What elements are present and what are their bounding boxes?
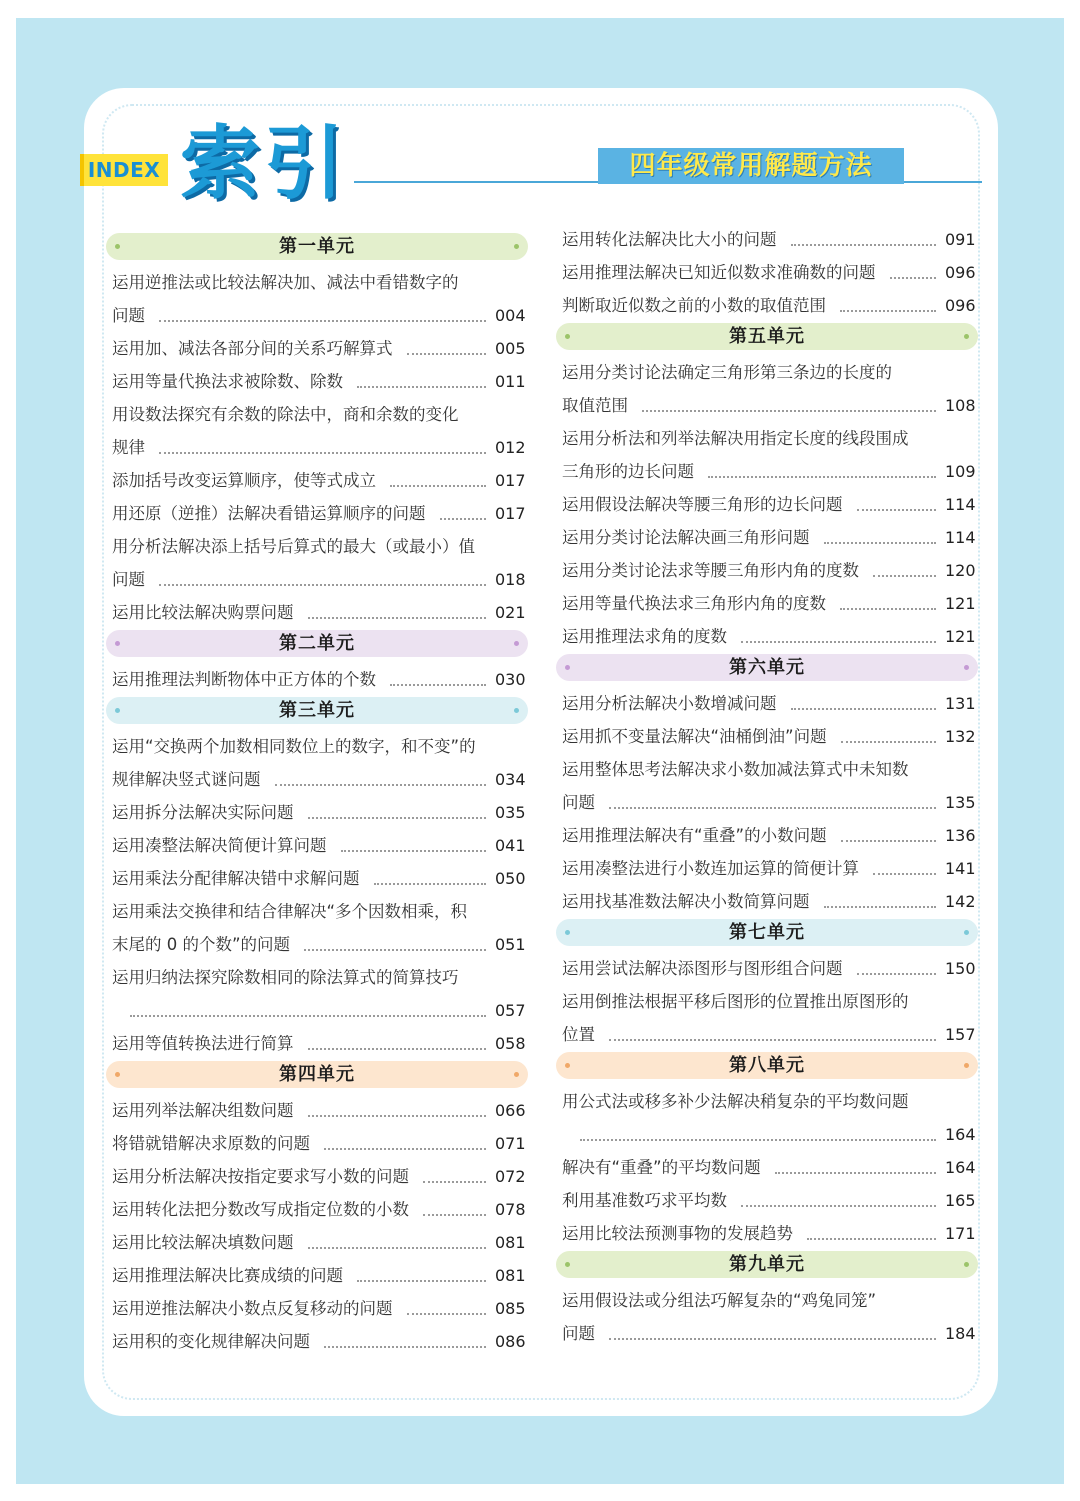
dot-leader	[341, 850, 487, 852]
dot-leader	[642, 410, 936, 412]
entry-title: 运用积的变化规律解决问题	[112, 1332, 310, 1351]
index-entry[interactable]	[112, 860, 524, 893]
entry-title: 运用尝试法解决添图形与图形组合问题	[562, 959, 843, 978]
index-entry-continued	[562, 983, 974, 1016]
unit-header	[106, 697, 528, 724]
dot-leader	[159, 452, 486, 454]
page-number: 011	[495, 372, 526, 391]
index-entry[interactable]	[562, 1116, 974, 1149]
page-number: 030	[495, 670, 526, 689]
index-entry[interactable]	[112, 297, 524, 330]
index-entry[interactable]	[112, 827, 524, 860]
dot-leader	[873, 575, 936, 577]
index-entry[interactable]	[562, 453, 974, 486]
page-number: 018	[495, 570, 526, 589]
unit-title: 第六单元	[729, 657, 805, 678]
entry-title: 运用推理法解决已知近似数求准确数的问题	[562, 263, 876, 282]
dot-leader	[423, 1214, 486, 1216]
index-entry[interactable]	[112, 495, 524, 528]
page-number: 136	[945, 826, 976, 845]
dot-leader	[824, 906, 937, 908]
page-number: 184	[945, 1324, 976, 1343]
unit-title: 第八单元	[729, 1055, 805, 1076]
dot-leader	[791, 244, 937, 246]
dot-leader	[390, 485, 486, 487]
page-number: 050	[495, 869, 526, 888]
unit-header	[556, 323, 978, 350]
unit-title: 第四单元	[279, 1064, 355, 1085]
unit-title: 第九单元	[729, 1254, 805, 1275]
index-entry-continued	[112, 728, 524, 761]
index-entry[interactable]	[562, 685, 974, 718]
entry-title: 运用推理法解决有“重叠”的小数问题	[562, 826, 827, 845]
entry-title: 利用基准数巧求平均数	[562, 1191, 727, 1210]
dot-leader	[308, 617, 487, 619]
unit-title: 第三单元	[279, 700, 355, 721]
index-entry[interactable]	[562, 552, 974, 585]
entry-title: 问题	[562, 1324, 595, 1343]
index-entry-continued	[112, 264, 524, 297]
entry-title: 运用凑整法解决简便计算问题	[112, 836, 327, 855]
entry-title: 用还原（逆推）法解决看错运算顺序的问题	[112, 504, 426, 523]
left-column	[112, 230, 524, 1356]
index-entry-continued	[562, 420, 974, 453]
index-entry[interactable]	[112, 462, 524, 495]
entry-title: 运用乘法交换律和结合律解决“多个因数相乘，积	[112, 902, 468, 921]
index-entry[interactable]	[112, 1092, 524, 1125]
page-number: 121	[945, 594, 976, 613]
dot-leader	[374, 883, 487, 885]
entry-title: 规律解决竖式谜问题	[112, 770, 261, 789]
dot-leader	[841, 741, 936, 743]
entry-title: 运用倒推法根据平移后图形的位置推出原图形的	[562, 992, 909, 1011]
dot-leader	[775, 1172, 936, 1174]
page-number: 004	[495, 306, 526, 325]
dot-leader	[580, 1139, 936, 1141]
entry-title: 运用分类讨论法确定三角形第三条边的长度的	[562, 363, 892, 382]
page-number: 078	[495, 1200, 526, 1219]
index-entry[interactable]	[112, 1224, 524, 1257]
page-number: 066	[495, 1101, 526, 1120]
entry-title: 判断取近似数之前的小数的取值范围	[562, 296, 826, 315]
entry-title: 运用加、减法各部分间的关系巧解算式	[112, 339, 393, 358]
page-number: 081	[495, 1233, 526, 1252]
index-entry[interactable]	[112, 761, 524, 794]
page-number: 096	[945, 296, 976, 315]
entry-title: 运用比较法预测事物的发展趋势	[562, 1224, 793, 1243]
dot-leader	[130, 1015, 486, 1017]
page-number: 165	[945, 1191, 976, 1210]
page-number: 108	[945, 396, 976, 415]
unit-title: 第二单元	[279, 633, 355, 654]
page-number: 081	[495, 1266, 526, 1285]
page-number: 041	[495, 836, 526, 855]
entry-title: 运用分析法解决按指定要求写小数的问题	[112, 1167, 409, 1186]
entry-title: 运用“交换两个加数相同数位上的数字，和不变”的	[112, 737, 476, 756]
page-number: 017	[495, 504, 526, 523]
index-entry[interactable]	[562, 387, 974, 420]
page-number: 085	[495, 1299, 526, 1318]
index-entry[interactable]	[112, 1191, 524, 1224]
entry-title: 问题	[562, 793, 595, 812]
index-entry[interactable]	[112, 1257, 524, 1290]
index-entry-continued	[112, 893, 524, 926]
entry-title: 运用分析法和列举法解决用指定长度的线段围成	[562, 429, 909, 448]
dot-leader	[840, 608, 936, 610]
entry-title: 运用拆分法解决实际问题	[112, 803, 294, 822]
entry-title: 运用推理法求角的度数	[562, 627, 727, 646]
dot-leader	[357, 1280, 486, 1282]
entry-title: 运用乘法分配律解决错中求解问题	[112, 869, 360, 888]
index-entry[interactable]	[112, 1323, 524, 1356]
entry-title: 规律	[112, 438, 145, 457]
page-number: 051	[495, 935, 526, 954]
index-entry[interactable]	[112, 1158, 524, 1191]
dot-leader	[609, 1338, 936, 1340]
entry-title: 用分析法解决添上括号后算式的最大（或最小）值	[112, 537, 475, 556]
page-number: 114	[945, 528, 976, 547]
index-entry[interactable]	[112, 363, 524, 396]
index-entry-continued	[562, 354, 974, 387]
index-entry[interactable]	[562, 618, 974, 651]
entry-title: 运用凑整法进行小数连加运算的简便计算	[562, 859, 859, 878]
entry-title: 运用假设法或分组法巧解复杂的“鸡兔同笼”	[562, 1291, 877, 1310]
entry-title: 运用推理法判断物体中正方体的个数	[112, 670, 376, 689]
entry-title: 解决有“重叠”的平均数问题	[562, 1158, 761, 1177]
page-number: 171	[945, 1224, 976, 1243]
index-entry-continued	[562, 1083, 974, 1116]
unit-header	[106, 1061, 528, 1088]
index-entry[interactable]	[562, 1182, 974, 1215]
dot-leader	[440, 518, 487, 520]
entry-title: 用公式法或移多补少法解决稍复杂的平均数问题	[562, 1092, 909, 1111]
entry-title: 运用分类讨论法求等腰三角形内角的度数	[562, 561, 859, 580]
index-entry[interactable]	[562, 1149, 974, 1182]
index-entry[interactable]	[112, 1025, 524, 1058]
page-number: 035	[495, 803, 526, 822]
page-number: 091	[945, 230, 976, 249]
page-number: 142	[945, 892, 976, 911]
dot-leader	[390, 684, 486, 686]
dot-leader	[308, 817, 487, 819]
page-number: 096	[945, 263, 976, 282]
page-number: 131	[945, 694, 976, 713]
right-column	[562, 221, 974, 1348]
index-entry[interactable]	[562, 883, 974, 916]
dot-leader	[807, 1238, 936, 1240]
dot-leader	[159, 320, 486, 322]
dot-leader	[324, 1148, 486, 1150]
page-number: 150	[945, 959, 976, 978]
unit-header	[106, 233, 528, 260]
page-number: 141	[945, 859, 976, 878]
entry-title: 末尾的 0 的个数”的问题	[112, 935, 291, 954]
page-number: 072	[495, 1167, 526, 1186]
dot-leader	[324, 1346, 486, 1348]
index-entry[interactable]	[562, 1215, 974, 1248]
page-number: 021	[495, 603, 526, 622]
entry-title: 将错就错解决求原数的问题	[112, 1134, 310, 1153]
dot-leader	[824, 542, 937, 544]
index-entry[interactable]	[562, 950, 974, 983]
page-number: 057	[495, 1001, 526, 1020]
index-entry-continued	[112, 396, 524, 429]
index-entry[interactable]	[562, 486, 974, 519]
entry-title: 取值范围	[562, 396, 628, 415]
index-entry[interactable]	[112, 1125, 524, 1158]
unit-title: 第五单元	[729, 326, 805, 347]
index-entry[interactable]	[112, 661, 524, 694]
index-entry[interactable]	[562, 287, 974, 320]
index-entry[interactable]	[562, 817, 974, 850]
dot-leader	[841, 840, 936, 842]
entry-title: 运用逆推法或比较法解决加、减法中看错数字的	[112, 273, 459, 292]
entry-title: 运用等值转换法进行简算	[112, 1034, 294, 1053]
index-entry[interactable]	[562, 850, 974, 883]
entry-title: 运用等量代换法求三角形内角的度数	[562, 594, 826, 613]
unit-header	[556, 1052, 978, 1079]
page-number: 058	[495, 1034, 526, 1053]
entry-title: 位置	[562, 1025, 595, 1044]
page-number: 017	[495, 471, 526, 490]
page-title: 索引	[180, 117, 348, 210]
page-number: 005	[495, 339, 526, 358]
dot-leader	[857, 973, 937, 975]
index-entry-continued	[112, 959, 524, 992]
entry-title: 运用逆推法解决小数点反复移动的问题	[112, 1299, 393, 1318]
entry-title: 运用分类讨论法解决画三角形问题	[562, 528, 810, 547]
page-number: 121	[945, 627, 976, 646]
page-number: 164	[945, 1125, 976, 1144]
entry-title: 运用归纳法探究除数相同的除法算式的简算技巧	[112, 968, 459, 987]
page-number: 157	[945, 1025, 976, 1044]
entry-title: 运用抓不变量法解决“油桶倒油”问题	[562, 727, 827, 746]
index-entry[interactable]	[562, 585, 974, 618]
entry-title: 问题	[112, 570, 145, 589]
index-entry[interactable]	[112, 330, 524, 363]
dot-leader	[357, 386, 486, 388]
unit-title: 第一单元	[279, 236, 355, 257]
index-entry[interactable]	[562, 221, 974, 254]
dot-leader	[308, 1048, 487, 1050]
entry-title: 运用找基准数法解决小数简算问题	[562, 892, 810, 911]
dot-leader	[308, 1247, 487, 1249]
index-tag: INDEX	[80, 154, 168, 186]
dot-leader	[741, 1205, 936, 1207]
index-entry[interactable]	[562, 718, 974, 751]
dot-leader	[708, 476, 936, 478]
unit-header	[106, 630, 528, 657]
index-entry[interactable]	[562, 254, 974, 287]
page-number: 135	[945, 793, 976, 812]
page-number: 109	[945, 462, 976, 481]
index-entry[interactable]	[562, 1315, 974, 1348]
entry-title: 运用分析法解决小数增减问题	[562, 694, 777, 713]
dot-leader	[890, 277, 937, 279]
dot-leader	[275, 784, 487, 786]
index-entry[interactable]	[112, 1290, 524, 1323]
index-entry-continued	[562, 751, 974, 784]
index-entry[interactable]	[112, 926, 524, 959]
index-entry[interactable]	[112, 794, 524, 827]
entry-title: 运用列举法解决组数问题	[112, 1101, 294, 1120]
entry-title: 添加括号改变运算顺序，使等式成立	[112, 471, 376, 490]
dot-leader	[304, 949, 486, 951]
index-entry[interactable]	[112, 992, 524, 1025]
dot-leader	[741, 641, 936, 643]
page-number: 034	[495, 770, 526, 789]
entry-title: 运用比较法解决购票问题	[112, 603, 294, 622]
page-number: 086	[495, 1332, 526, 1351]
index-entry[interactable]	[112, 429, 524, 462]
entry-title: 用设数法探究有余数的除法中，商和余数的变化	[112, 405, 459, 424]
page-number: 120	[945, 561, 976, 580]
index-entry[interactable]	[562, 784, 974, 817]
page-number: 012	[495, 438, 526, 457]
page-number: 164	[945, 1158, 976, 1177]
index-entry[interactable]	[112, 561, 524, 594]
entry-title: 三角形的边长问题	[562, 462, 694, 481]
dot-leader	[159, 584, 486, 586]
page-number: 071	[495, 1134, 526, 1153]
unit-header	[556, 1251, 978, 1278]
entry-title: 运用转化法把分数改写成指定位数的小数	[112, 1200, 409, 1219]
index-entry[interactable]	[562, 519, 974, 552]
entry-title: 运用等量代换法求被除数、除数	[112, 372, 343, 391]
entry-title: 问题	[112, 306, 145, 325]
dot-leader	[609, 807, 936, 809]
page-number: 114	[945, 495, 976, 514]
dot-leader	[857, 509, 937, 511]
page-number: 132	[945, 727, 976, 746]
dot-leader	[407, 1313, 487, 1315]
entry-title: 运用比较法解决填数问题	[112, 1233, 294, 1252]
subtitle-ribbon: 四年级常用解题方法	[598, 148, 904, 184]
dot-leader	[407, 353, 487, 355]
entry-title: 运用转化法解决比大小的问题	[562, 230, 777, 249]
index-entry[interactable]	[562, 1016, 974, 1049]
entry-title: 运用推理法解决比赛成绩的问题	[112, 1266, 343, 1285]
dot-leader	[423, 1181, 486, 1183]
entry-title: 运用假设法解决等腰三角形的边长问题	[562, 495, 843, 514]
index-entry[interactable]	[112, 594, 524, 627]
index-entry-continued	[562, 1282, 974, 1315]
dot-leader	[840, 310, 936, 312]
unit-title: 第七单元	[729, 922, 805, 943]
dot-leader	[609, 1039, 936, 1041]
entry-title: 运用整体思考法解决求小数加减法算式中未知数	[562, 760, 909, 779]
dot-leader	[791, 708, 937, 710]
index-entry-continued	[112, 528, 524, 561]
dot-leader	[308, 1115, 487, 1117]
dot-leader	[873, 873, 936, 875]
unit-header	[556, 919, 978, 946]
unit-header	[556, 654, 978, 681]
